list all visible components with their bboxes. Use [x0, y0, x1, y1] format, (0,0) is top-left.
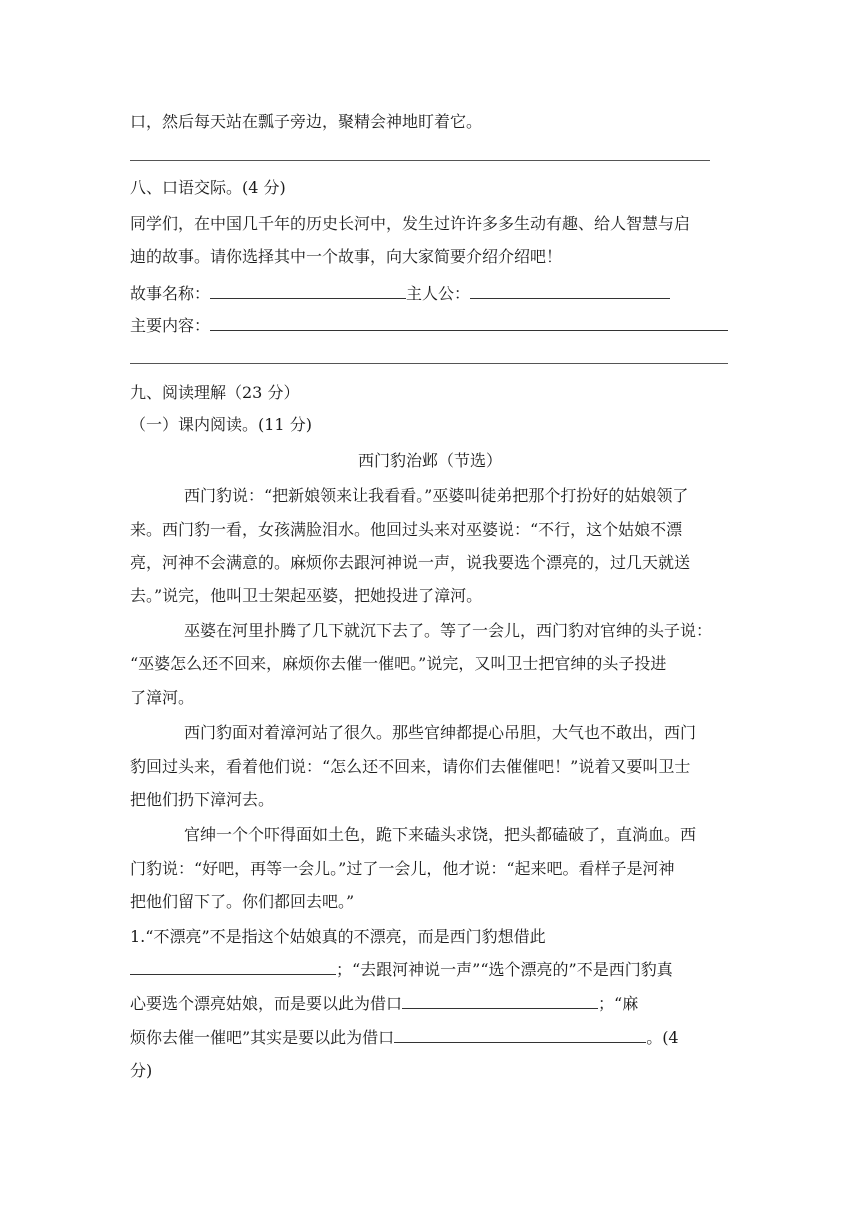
- top-line: 口，然后每天站在瓢子旁边，聚精会神地盯着它。: [130, 112, 483, 131]
- section9-heading: 九、阅读理解（23 分）: [130, 383, 300, 402]
- question-1-text: 1.“不漂亮”不是指这个姑娘真的不漂亮，而是西门豹想借此: [130, 927, 546, 946]
- answer-line[interactable]: [130, 160, 710, 161]
- passage-line: 官绅一个个吓得面如土色，跪下来磕头求饶，把头都磕破了，直淌血。西: [184, 825, 697, 844]
- question-1-line: [130, 992, 638, 1016]
- passage-line: 亮，河神不会满意的。麻烦你去跟河神说一声，说我要选个漂亮的，过几天就送: [130, 553, 691, 572]
- passage-line: 豹回过头来，看着他们说：“怎么还不回来，请你们去催催吧！”说着又要叫卫士: [130, 757, 691, 776]
- story-name-label: 故事名称：: [130, 284, 211, 303]
- passage-line: “巫婆怎么还不回来，麻烦你去催一催吧。”说完，又叫卫士把官绅的头子投进: [130, 654, 667, 673]
- passage-line: 了漳河。: [130, 688, 195, 707]
- passage-line: 来。西门豹一看，女孩满脸泪水。他回过头来对巫婆说：“不行，这个姑娘不漂: [130, 520, 683, 539]
- answer-line[interactable]: [130, 363, 728, 364]
- question-1-text: 。(4: [646, 1028, 679, 1047]
- main-content-row: [130, 314, 728, 338]
- question-1-text: 心要选个漂亮姑娘，而是要以此为借口: [130, 994, 403, 1013]
- section8-paragraph-line: 同学们，在中国几千年的历史长河中，发生过许许多多生动有趣、给人智慧与启: [130, 214, 691, 233]
- story-fields-row: [130, 282, 670, 306]
- passage-line: 西门豹面对着漳河站了很久。那些官绅都提心吊胆，大气也不敢出，西门: [184, 723, 697, 742]
- passage-title: 西门豹治邺（节选）: [357, 451, 502, 470]
- protagonist-field[interactable]: [470, 282, 670, 299]
- passage-line: 巫婆在河里扑腾了几下就沉下去了。等了一会儿，西门豹对官绅的头子说：: [184, 621, 713, 640]
- question-1-text: 烦你去催一催吧”其实是要以此为借口: [130, 1028, 395, 1047]
- section8-paragraph-line: 迪的故事。请你选择其中一个故事，向大家简要介绍介绍吧！: [130, 247, 563, 266]
- answer-blank[interactable]: [394, 1026, 646, 1043]
- protagonist-label: 主人公：: [406, 284, 471, 303]
- main-content-label: 主要内容：: [130, 316, 211, 335]
- main-content-field[interactable]: [210, 314, 728, 331]
- section9-subheading: （一）课内阅读。(11 分): [130, 415, 312, 434]
- passage-line: 去。”说完，他叫卫士架起巫婆，把她投进了漳河。: [130, 586, 483, 605]
- question-1-line: [130, 1026, 679, 1050]
- passage-line: 西门豹说：“把新娘领来让我看看。”巫婆叫徒弟把那个打扮好的姑娘领了: [184, 486, 689, 505]
- question-1-text: ；“麻: [598, 994, 639, 1013]
- answer-blank[interactable]: [130, 958, 336, 975]
- question-1-line: [130, 925, 546, 949]
- answer-blank[interactable]: [402, 992, 598, 1009]
- story-name-field[interactable]: [210, 282, 406, 299]
- passage-line: 把他们留下了。你们都回去吧。”: [130, 892, 355, 911]
- section8-heading: 八、口语交际。(4 分): [130, 178, 286, 197]
- question-1-line: 分): [130, 1061, 153, 1080]
- passage-line: 把他们扔下漳河去。: [130, 790, 275, 809]
- passage-line: 门豹说：“好吧，再等一会儿。”过了一会儿，他才说：“起来吧。看样子是河神: [130, 859, 675, 878]
- question-1-text: ；“去跟河神说一声”“选个漂亮的”不是西门豹真: [336, 960, 673, 979]
- question-1-line: [130, 958, 673, 982]
